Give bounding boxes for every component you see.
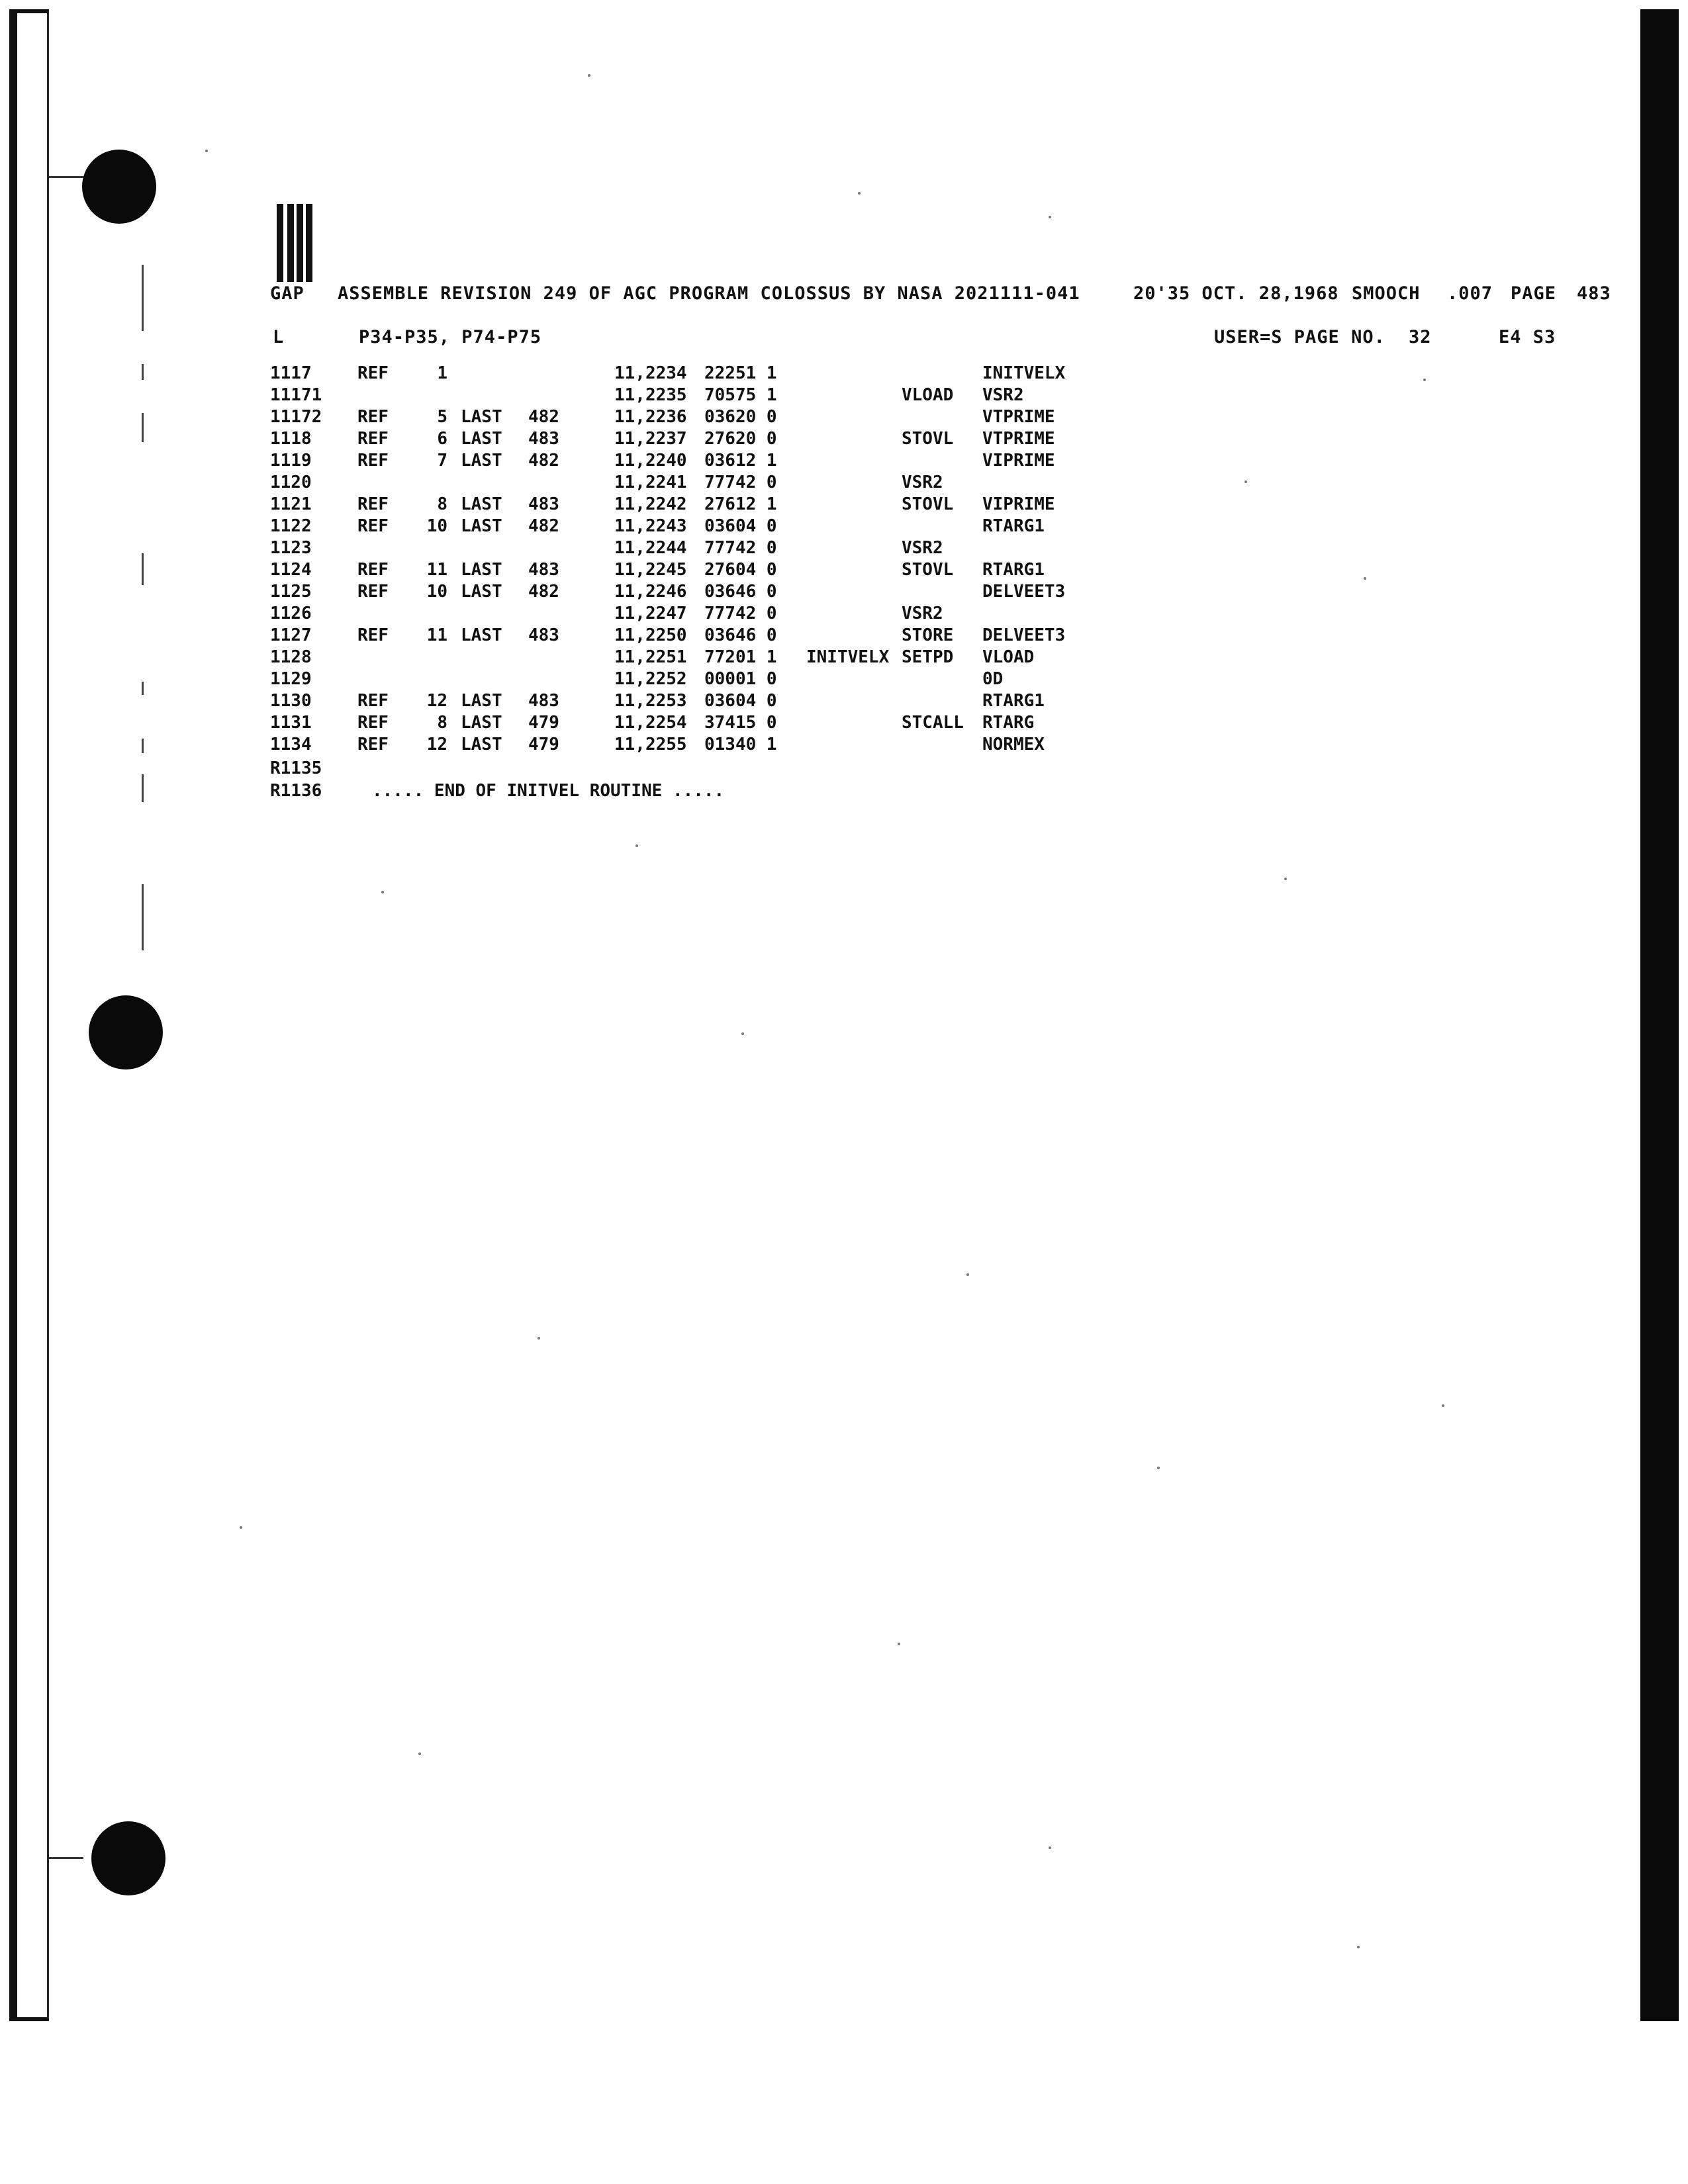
cell-operand: VIPRIME xyxy=(982,451,1055,471)
cell-octal-code: 37415 0 xyxy=(704,713,777,733)
right-scan-border xyxy=(1640,9,1679,2021)
cell-ref-count: 8 xyxy=(437,494,447,514)
cell-opcode: STOVL xyxy=(902,494,954,514)
margin-mark xyxy=(142,774,144,802)
cell-line-number: 1128 xyxy=(270,647,312,667)
cell-octal-code: 03646 0 xyxy=(704,582,777,602)
header-title: ASSEMBLE REVISION 249 OF AGC PROGRAM COLOSSUS BY NASA 2021111-041 xyxy=(338,283,1080,304)
cell-last-page: 483 xyxy=(528,429,559,449)
cell-last-keyword: LAST xyxy=(461,713,502,733)
cell-address: 11,2253 xyxy=(614,691,687,711)
cell-ref-count: 11 xyxy=(426,625,447,645)
cell-ref-count: 1 xyxy=(437,363,447,383)
cell-last-keyword: LAST xyxy=(461,429,502,449)
cell-octal-code: 27612 1 xyxy=(704,494,777,514)
cell-opcode: STOVL xyxy=(902,429,954,449)
header-bank-sector: E4 S3 xyxy=(1499,327,1556,347)
cell-opcode: STORE xyxy=(902,625,954,645)
binder-hole-tick xyxy=(49,176,83,178)
listing-row xyxy=(0,494,1688,516)
cell-ref-count: 10 xyxy=(426,582,447,602)
cell-last-page: 479 xyxy=(528,713,559,733)
cell-line-number: 11171 xyxy=(270,385,322,405)
end-of-routine-note: ..... END OF INITVEL ROUTINE ..... xyxy=(372,781,725,801)
cell-operand: RTARG1 xyxy=(982,691,1045,711)
listing-row xyxy=(0,450,1688,472)
listing-row xyxy=(0,712,1688,734)
cell-last-page: 482 xyxy=(528,407,559,427)
cell-octal-code: 22251 1 xyxy=(704,363,777,383)
listing-row xyxy=(0,385,1688,406)
listing-row xyxy=(0,690,1688,712)
header-user: SMOOCH xyxy=(1352,283,1421,304)
cell-ref-keyword: REF xyxy=(357,407,389,427)
cell-opcode: VSR2 xyxy=(902,473,943,492)
cell-last-page: 479 xyxy=(528,735,559,754)
cell-address: 11,2240 xyxy=(614,451,687,471)
cell-last-page: 483 xyxy=(528,625,559,645)
binder-hole-bottom xyxy=(91,1821,165,1895)
cell-last-page: 483 xyxy=(528,494,559,514)
header-l-marker: L xyxy=(273,327,285,347)
cell-address: 11,2247 xyxy=(614,604,687,623)
cell-ref-count: 10 xyxy=(426,516,447,536)
cell-line-number: 1126 xyxy=(270,604,312,623)
cell-ref-keyword: REF xyxy=(357,560,389,580)
listing-row xyxy=(0,472,1688,494)
cell-label: INITVELX xyxy=(806,647,890,667)
cell-line-number: 1123 xyxy=(270,538,312,558)
cell-ref-count: 12 xyxy=(426,691,447,711)
cell-opcode: STCALL xyxy=(902,713,964,733)
cell-line-number: 1120 xyxy=(270,473,312,492)
cell-operand: RTARG xyxy=(982,713,1035,733)
cell-operand: VTPRIME xyxy=(982,429,1055,449)
listing-row xyxy=(0,603,1688,625)
cell-address: 11,2242 xyxy=(614,494,687,514)
header-section: P34-P35, P74-P75 xyxy=(359,327,542,347)
header-page-label: PAGE xyxy=(1511,283,1557,304)
cell-last-keyword: LAST xyxy=(461,494,502,514)
cell-address: 11,2234 xyxy=(614,363,687,383)
cell-address: 11,2235 xyxy=(614,385,687,405)
cell-address: 11,2245 xyxy=(614,560,687,580)
cell-line-number: 1119 xyxy=(270,451,312,471)
barcode-mark xyxy=(277,204,314,282)
cell-ref-count: 7 xyxy=(437,451,447,471)
cell-line-number: 1129 xyxy=(270,669,312,689)
cell-octal-code: 77742 0 xyxy=(704,604,777,623)
trailer-line-number: R1136 xyxy=(270,781,322,801)
cell-operand: VSR2 xyxy=(982,385,1024,405)
cell-ref-keyword: REF xyxy=(357,451,389,471)
trailer-line-number: R1135 xyxy=(270,758,322,778)
header-user-page-number: 32 xyxy=(1409,327,1432,347)
cell-address: 11,2243 xyxy=(614,516,687,536)
cell-octal-code: 27604 0 xyxy=(704,560,777,580)
cell-last-page: 482 xyxy=(528,451,559,471)
cell-opcode: VSR2 xyxy=(902,538,943,558)
cell-address: 11,2251 xyxy=(614,647,687,667)
listing-row xyxy=(0,559,1688,581)
cell-operand: RTARG1 xyxy=(982,516,1045,536)
header-gap-label: GAP xyxy=(270,283,305,304)
header-timestamp: 20'35 OCT. 28,1968 xyxy=(1133,283,1339,304)
cell-ref-count: 5 xyxy=(437,407,447,427)
binder-hole-tick xyxy=(49,1857,83,1859)
cell-line-number: 1124 xyxy=(270,560,312,580)
listing-row xyxy=(0,428,1688,450)
cell-line-number: 1122 xyxy=(270,516,312,536)
header-user-page-label: USER=S PAGE NO. xyxy=(1214,327,1385,347)
cell-opcode: SETPD xyxy=(902,647,954,667)
cell-ref-count: 11 xyxy=(426,560,447,580)
cell-octal-code: 27620 0 xyxy=(704,429,777,449)
cell-octal-code: 03604 0 xyxy=(704,516,777,536)
cell-last-keyword: LAST xyxy=(461,516,502,536)
header-number: .007 xyxy=(1447,283,1493,304)
cell-line-number: 1118 xyxy=(270,429,312,449)
margin-mark xyxy=(142,265,144,331)
listing-row xyxy=(0,734,1688,756)
cell-octal-code: 70575 1 xyxy=(704,385,777,405)
cell-octal-code: 77742 0 xyxy=(704,473,777,492)
cell-address: 11,2237 xyxy=(614,429,687,449)
cell-address: 11,2236 xyxy=(614,407,687,427)
cell-opcode: STOVL xyxy=(902,560,954,580)
listing-row xyxy=(0,647,1688,668)
margin-mark xyxy=(142,884,144,950)
cell-ref-keyword: REF xyxy=(357,582,389,602)
cell-operand: VLOAD xyxy=(982,647,1035,667)
cell-octal-code: 03604 0 xyxy=(704,691,777,711)
listing-row xyxy=(0,406,1688,428)
cell-ref-count: 6 xyxy=(437,429,447,449)
binder-hole-top xyxy=(82,150,156,224)
cell-address: 11,2255 xyxy=(614,735,687,754)
cell-ref-keyword: REF xyxy=(357,713,389,733)
listing-row xyxy=(0,668,1688,690)
cell-operand: VTPRIME xyxy=(982,407,1055,427)
cell-last-keyword: LAST xyxy=(461,560,502,580)
cell-line-number: 1134 xyxy=(270,735,312,754)
cell-ref-keyword: REF xyxy=(357,735,389,754)
cell-operand: DELVEET3 xyxy=(982,625,1066,645)
cell-address: 11,2254 xyxy=(614,713,687,733)
cell-operand: DELVEET3 xyxy=(982,582,1066,602)
binder-hole-middle xyxy=(89,995,163,1069)
cell-operand: INITVELX xyxy=(982,363,1066,383)
cell-octal-code: 03620 0 xyxy=(704,407,777,427)
cell-line-number: 1130 xyxy=(270,691,312,711)
listing-row xyxy=(0,625,1688,647)
cell-last-page: 482 xyxy=(528,516,559,536)
cell-operand: VIPRIME xyxy=(982,494,1055,514)
cell-line-number: 1127 xyxy=(270,625,312,645)
listing-row xyxy=(0,537,1688,559)
cell-last-keyword: LAST xyxy=(461,691,502,711)
cell-line-number: 1121 xyxy=(270,494,312,514)
cell-line-number: 1117 xyxy=(270,363,312,383)
cell-octal-code: 03646 0 xyxy=(704,625,777,645)
cell-octal-code: 77201 1 xyxy=(704,647,777,667)
listing-row xyxy=(0,581,1688,603)
cell-address: 11,2246 xyxy=(614,582,687,602)
cell-last-keyword: LAST xyxy=(461,407,502,427)
cell-last-page: 483 xyxy=(528,691,559,711)
cell-address: 11,2250 xyxy=(614,625,687,645)
cell-ref-keyword: REF xyxy=(357,516,389,536)
cell-octal-code: 03612 1 xyxy=(704,451,777,471)
cell-opcode: VLOAD xyxy=(902,385,954,405)
cell-octal-code: 00001 0 xyxy=(704,669,777,689)
cell-ref-count: 8 xyxy=(437,713,447,733)
cell-operand: NORMEX xyxy=(982,735,1045,754)
cell-last-page: 482 xyxy=(528,582,559,602)
cell-operand: 0D xyxy=(982,669,1004,689)
cell-last-keyword: LAST xyxy=(461,735,502,754)
cell-ref-keyword: REF xyxy=(357,494,389,514)
cell-line-number: 1131 xyxy=(270,713,312,733)
cell-ref-keyword: REF xyxy=(357,625,389,645)
cell-opcode: VSR2 xyxy=(902,604,943,623)
cell-last-keyword: LAST xyxy=(461,625,502,645)
cell-address: 11,2252 xyxy=(614,669,687,689)
cell-last-keyword: LAST xyxy=(461,451,502,471)
cell-ref-keyword: REF xyxy=(357,429,389,449)
cell-ref-keyword: REF xyxy=(357,363,389,383)
cell-line-number: 11172 xyxy=(270,407,322,427)
left-page-edge xyxy=(9,9,49,2021)
listing-row xyxy=(0,363,1688,385)
cell-line-number: 1125 xyxy=(270,582,312,602)
cell-last-page: 483 xyxy=(528,560,559,580)
cell-operand: RTARG1 xyxy=(982,560,1045,580)
cell-octal-code: 01340 1 xyxy=(704,735,777,754)
cell-octal-code: 77742 0 xyxy=(704,538,777,558)
header-page-number: 483 xyxy=(1577,283,1611,304)
cell-address: 11,2244 xyxy=(614,538,687,558)
cell-ref-keyword: REF xyxy=(357,691,389,711)
listing-row xyxy=(0,516,1688,537)
cell-last-keyword: LAST xyxy=(461,582,502,602)
cell-ref-count: 12 xyxy=(426,735,447,754)
cell-address: 11,2241 xyxy=(614,473,687,492)
